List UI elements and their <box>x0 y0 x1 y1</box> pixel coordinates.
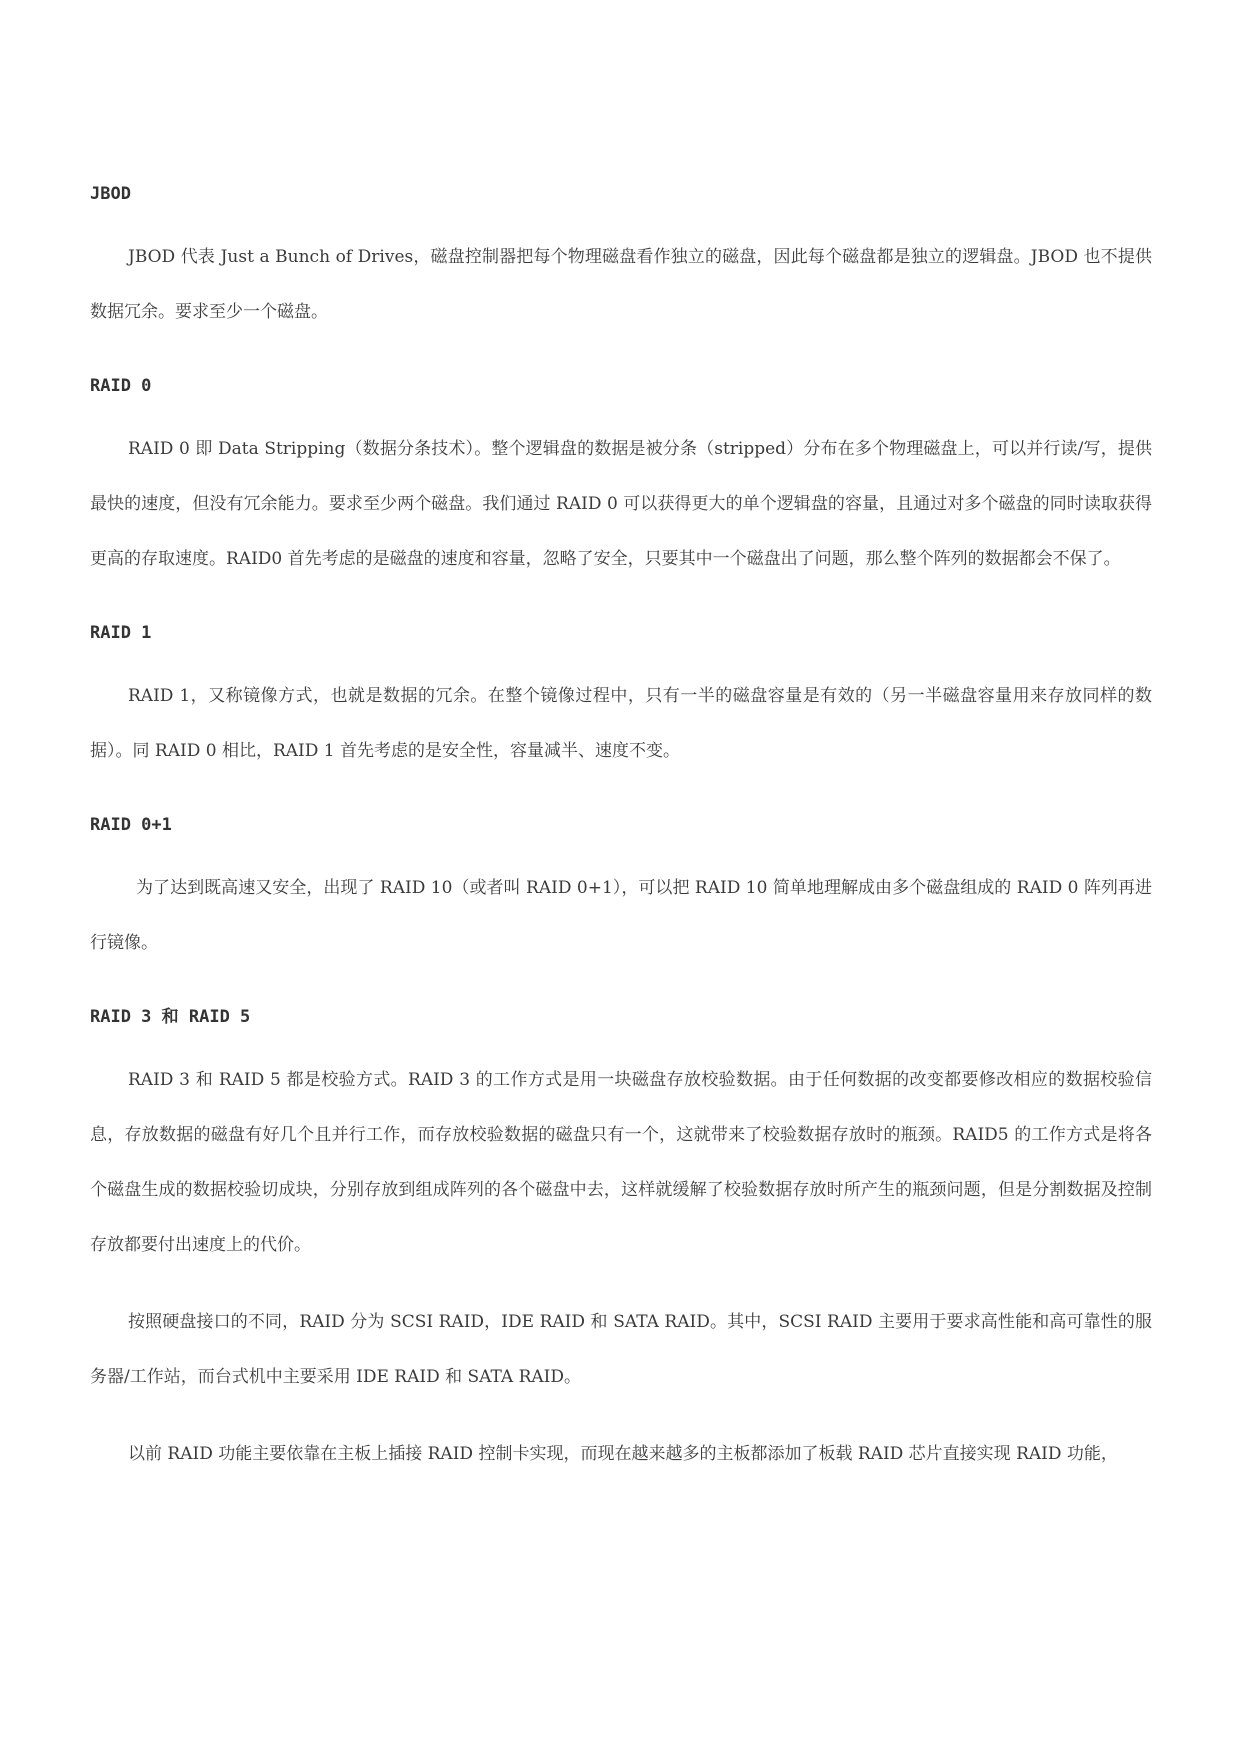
paragraph-raid35: RAID 3 和 RAID 5 都是校验方式。RAID 3 的工作方式是用一块磁盘存放校验数据。由于任何数据的改变都要修改相应的数据校验信息，存放数据的磁盘有好几个且并行工作，而存放校验数据的磁盘只有一个，这就带来了校验数据存放时的瓶颈。RAID5 的工作方式是将各个磁盘生成的数据校验切成块，分别存放到组成阵列的各个磁盘中去，这样就缓解了校验数据存放时所产生的瓶颈问题，但是分割数据及控制存放都要付出速度上的代价。 <box>90 1070 1152 1255</box>
paragraph-raid01: 为了达到既高速又安全，出现了 RAID 10（或者叫 RAID 0+1），可以把 RAID 10 简单地理解成由多个磁盘组成的 RAID 0 阵列再进行镜像。 <box>90 878 1152 953</box>
paragraph-raid1: RAID 1，又称镜像方式，也就是数据的冗余。在整个镜像过程中，只有一半的磁盘容量是有效的（另一半磁盘容量用来存放同样的数据）。同 RAID 0 相比，RAID 1 首先考虑的是安全性，容量减半、速度不变。 <box>90 686 1152 761</box>
section-heading-raid35: RAID 3 和 RAID 5 <box>90 1007 251 1027</box>
paragraph-jbod: JBOD 代表 Just a Bunch of Drives，磁盘控制器把每个物理磁盘看作独立的磁盘，因此每个磁盘都是独立的逻辑盘。JBOD 也不提供数据冗余。要求至少一个磁盘。 <box>90 247 1152 322</box>
section-heading-jbod: JBOD <box>90 184 131 204</box>
section-heading-raid01: RAID 0+1 <box>90 815 172 835</box>
section-heading-raid0: RAID 0 <box>90 376 152 396</box>
paragraph-raid0: RAID 0 即 Data Stripping（数据分条技术）。整个逻辑盘的数据是被分条（stripped）分布在多个物理磁盘上，可以并行读/写，提供最快的速度，但没有冗余能力。要求至少两个磁盘。我们通过 RAID 0 可以获得更大的单个逻辑盘的容量，且通过对多个磁盘的同时读取获得更高的存取速度。RAID0 首先考虑的是磁盘的速度和容量，忽略了安全，只要其中一个磁盘出了问题，那么整个阵列的数据都会不保了。 <box>90 439 1152 569</box>
paragraph-interfaces: 按照硬盘接口的不同，RAID 分为 SCSI RAID，IDE RAID 和 SATA RAID。其中，SCSI RAID 主要用于要求高性能和高可靠性的服务器/工作站，而台式机中主要采用 IDE RAID 和 SATA RAID。 <box>90 1312 1152 1387</box>
document-body <box>90 180 1152 1482</box>
paragraph-onboard: 以前 RAID 功能主要依靠在主板上插接 RAID 控制卡实现，而现在越来越多的主板都添加了板载 RAID 芯片直接实现 RAID 功能， <box>128 1444 1118 1464</box>
section-heading-raid1: RAID 1 <box>90 623 152 643</box>
